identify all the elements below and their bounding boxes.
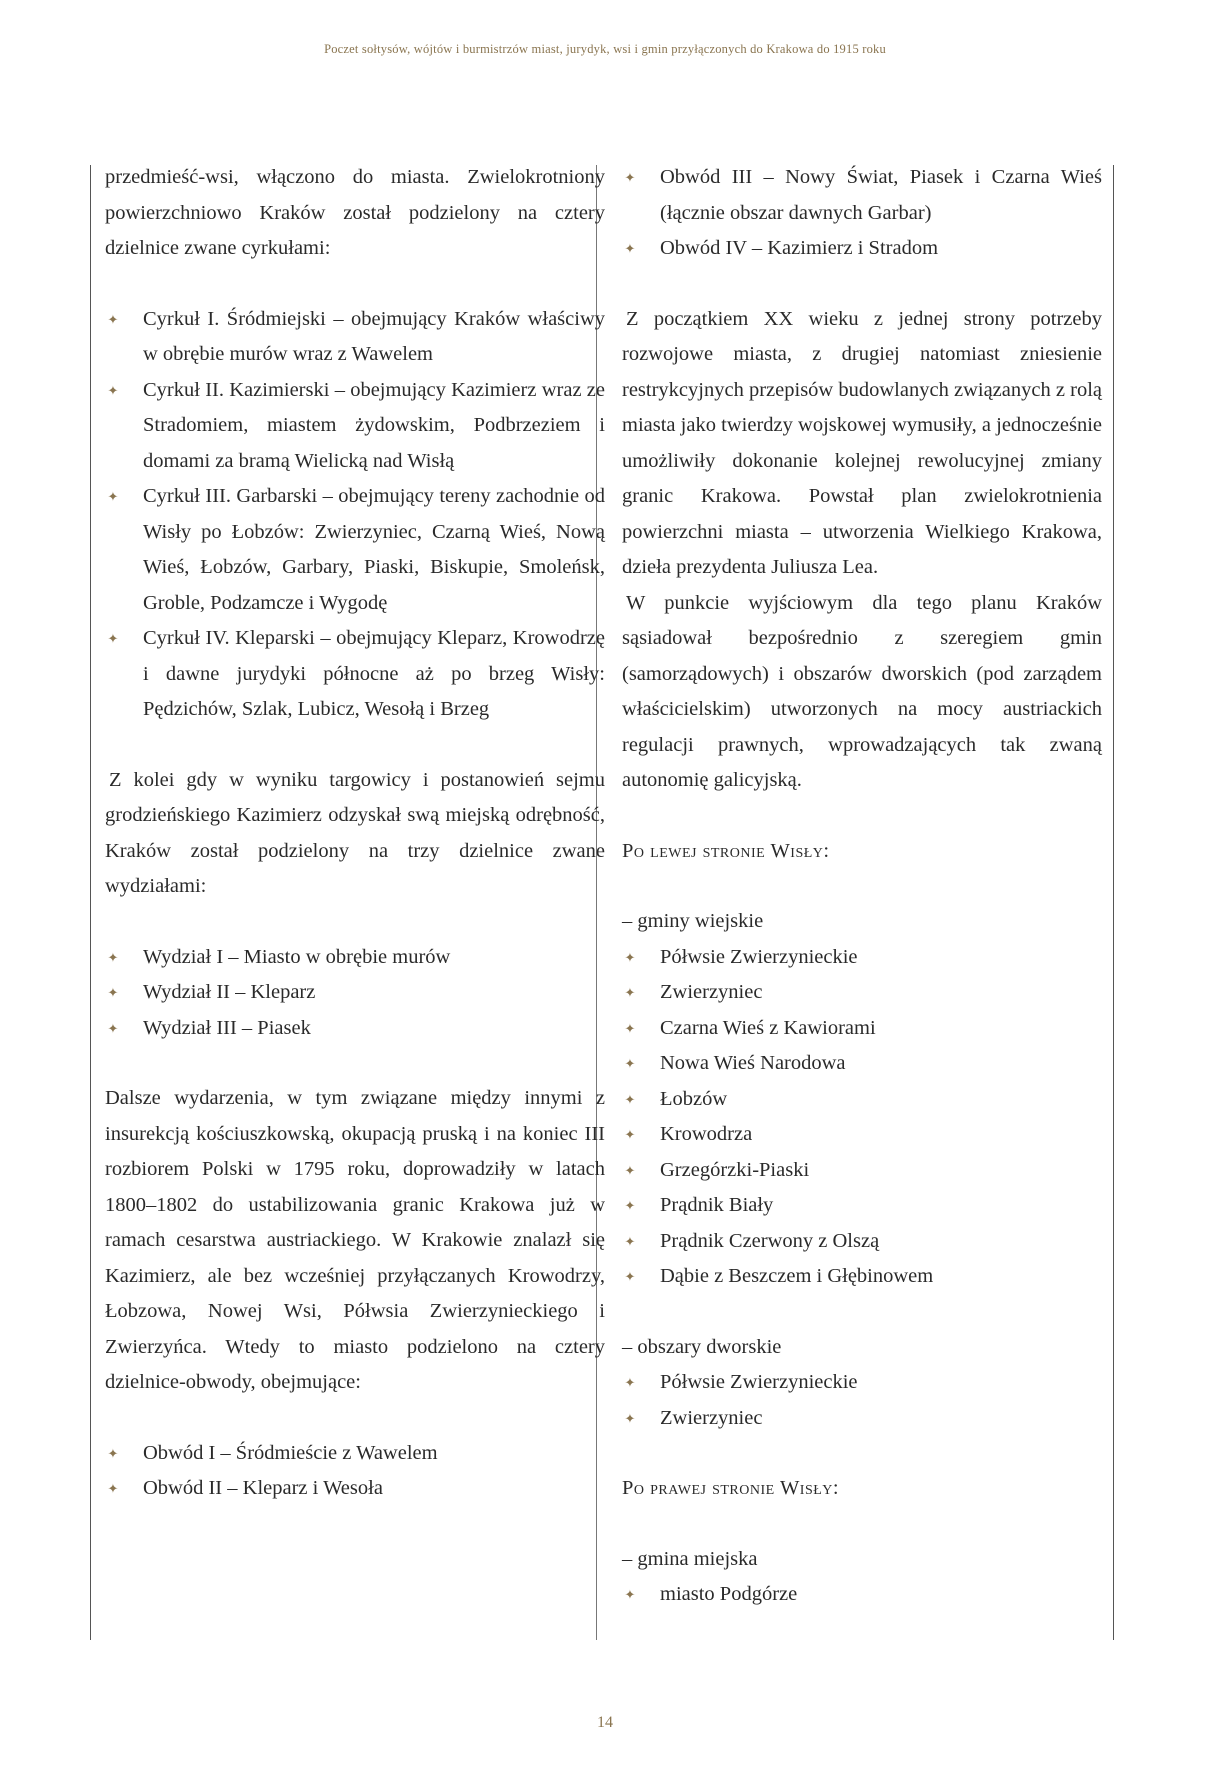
list-item: ✦ Nowa Wieś Narodowa [622, 1046, 1102, 1082]
running-header: Poczet sołtysów, wójtów i burmistrzów miast, jurydyk, wsi i gmin przyłączonych do Krakowa do 1915 roku [324, 42, 886, 56]
gminy-wiejskie-label: – gminy wiejskie [622, 910, 764, 932]
right-bank-heading: Po prawej stronie Wisły: [622, 1477, 840, 1499]
bullet-icon: ✦ [107, 311, 119, 327]
bullet-icon: ✦ [624, 985, 636, 1000]
cyrkuly-list [105, 302, 605, 728]
bullet-icon: ✦ [624, 1233, 636, 1249]
list-item: ✦ Obwód IV – Kazimierz i Stradom [622, 231, 1102, 267]
list-item: ✦ Wydział III – Piasek [105, 1011, 605, 1047]
obwody-paragraph: Dalsze wydarzenia, w tym związane między innymi z insurekcją kościuszkowską, okupacją pruską i na koniec III rozbiorem Polski w 1795 roku, doprowadziły w latach 1800–1802 do ustabilizowania granic Krakowa już w ramach cesarstwa austriackiego. W Krakowie znalazł się Kazimierz, ale bez wcześniej przyłączanych Krowodrzy, Łobzowa, Nowej Wsi, Półwsia Zwierzynieckiego i Zwierzyńca. Wtedy to miasto podzielono na cztery dzielnice-obwody, obejmujące: [105, 1087, 605, 1393]
wielki-krakow-paragraph: Z początkiem XX wieku z jednej strony potrzeby rozwojowe miasta, z drugiej natomiast zniesienie restrykcyjnych przepisów budowlanych związanych z rolą miasta jako twierdzy wojskowej wymusiły, a jednocześnie umożliwiły dokonanie kolejnej rewolucyjnej zmiany granic Krakowa. Powstał plan zwielokrotnienia powierzchni miasta – utworzenia Wielkiego Krakowa, dzieła prezydenta Juliusza Lea. [622, 307, 1102, 578]
list-item: ✦ Czarna Wieś z Kawiorami [622, 1011, 1102, 1047]
bullet-icon: ✦ [624, 1056, 636, 1071]
bullet-icon: ✦ [624, 1269, 636, 1284]
bullet-icon: ✦ [624, 170, 636, 185]
page-number: 14 [597, 1714, 613, 1731]
list-item: ✦ Obwód I – Śródmieście z Wawelem [105, 1436, 605, 1472]
bullet-icon: ✦ [624, 1020, 636, 1036]
left-column [105, 160, 605, 1507]
bullet-icon: ✦ [107, 382, 119, 398]
right-margin-rule [1113, 165, 1114, 1640]
bullet-icon: ✦ [624, 1162, 636, 1178]
bullet-icon: ✦ [624, 949, 636, 965]
list-item: ✦ Zwierzyniec [622, 1401, 1102, 1437]
bullet-icon: ✦ [624, 1587, 636, 1602]
list-item: ✦ Obwód II – Kleparz i Wesoła [105, 1471, 605, 1507]
list-item: ✦ Cyrkuł IV. Kleparski – obejmujący Kleparz, Krowodrzę i dawne jurydyki północne aż po brzeg Wisły: Pędzichów, Szlak, Lubicz, Wesołą i Brzeg [105, 621, 605, 728]
list-item: ✦ Półwsie Zwierzynieckie [622, 1365, 1102, 1401]
bullet-icon: ✦ [107, 1481, 119, 1496]
list-item: ✦ Dąbie z Beszczem i Głębinowem [622, 1259, 1102, 1295]
left-margin-rule [90, 165, 91, 1640]
bullet-icon: ✦ [624, 1375, 636, 1390]
wydzialy-list [105, 940, 605, 1047]
list-item: ✦ Prądnik Czerwony z Olszą [622, 1224, 1102, 1260]
list-item: ✦ Grzegórzki-Piaski [622, 1153, 1102, 1189]
gmina-miejska-list [622, 1577, 1102, 1613]
list-item: ✦ Cyrkuł I. Śródmiejski – obejmujący Kraków właściwy w obrębie murów wraz z Wawelem [105, 302, 605, 373]
bullet-icon: ✦ [107, 489, 119, 504]
bullet-icon: ✦ [624, 1127, 636, 1142]
bullet-icon: ✦ [624, 1091, 636, 1107]
wydzialy-paragraph: Z kolei gdy w wyniku targowicy i postanowień sejmu grodzieńskiego Kazimierz odzyskał swą miejską odrębność, Kraków został podzielony na trzy dzielnice zwane wydziałami: [105, 768, 605, 897]
left-bank-heading: Po lewej stronie Wisły: [622, 839, 830, 862]
gminy-wiejskie-list [622, 940, 1102, 1295]
list-item: ✦ Cyrkuł II. Kazimierski – obejmujący Kazimierz wraz ze Stradomiem, miastem żydowskim, Podbrzeziem i domami za bramą Wielicką nad Wisłą [105, 373, 605, 480]
right-column [622, 160, 1102, 1613]
bullet-icon: ✦ [107, 949, 119, 965]
list-item: ✦ Wydział I – Miasto w obrębie murów [105, 940, 605, 976]
obwody-list-left [105, 1436, 605, 1507]
bullet-icon: ✦ [624, 241, 636, 256]
list-item: ✦ Wydział II – Kleparz [105, 975, 605, 1011]
bullet-icon: ✦ [107, 985, 119, 1000]
bullet-icon: ✦ [107, 1445, 119, 1461]
bullet-icon: ✦ [624, 1410, 636, 1426]
bullet-icon: ✦ [107, 1020, 119, 1036]
gminy-paragraph: W punkcie wyjściowym dla tego planu Kraków sąsiadował bezpośrednio z szeregiem gmin (samorządowych) i obszarów dworskich (pod zarządem właścicielskim) utworzonych na mocy austriackich regulacji prawnych, wprowadzających tak zwaną autonomię galicyjską. [622, 591, 1102, 791]
list-item: ✦ Cyrkuł III. Garbarski – obejmujący tereny zachodnie od Wisły po Łobzów: Zwierzyniec, Czarną Wieś, Nową Wieś, Łobzów, Garbary, Piaski, Biskupie, Smoleńsk, Groble, Podzamcze i Wygodę [105, 479, 605, 621]
bullet-icon: ✦ [107, 631, 119, 646]
list-item: ✦ Zwierzyniec [622, 975, 1102, 1011]
obszary-dworskie-list [622, 1365, 1102, 1436]
list-item: ✦ Obwód III – Nowy Świat, Piasek i Czarna Wieś (łącznie obszar dawnych Garbar) [622, 160, 1102, 231]
list-item: ✦ Prądnik Biały [622, 1188, 1102, 1224]
intro-paragraph: przedmieść-wsi, włączono do miasta. Zwielokrotniony powierzchniowo Kraków został podzielony na cztery dzielnice zwane cyrkułami: [105, 166, 605, 259]
gmina-miejska-label: – gmina miejska [622, 1547, 758, 1570]
bullet-icon: ✦ [624, 1198, 636, 1213]
obszary-dworskie-label: – obszary dworskie [622, 1335, 782, 1358]
list-item: ✦ Łobzów [622, 1082, 1102, 1118]
list-item: ✦ Półwsie Zwierzynieckie [622, 940, 1102, 976]
obwody-list-right [622, 160, 1102, 267]
list-item: ✦ Krowodrza [622, 1117, 1102, 1153]
list-item: ✦ miasto Podgórze [622, 1577, 1102, 1613]
